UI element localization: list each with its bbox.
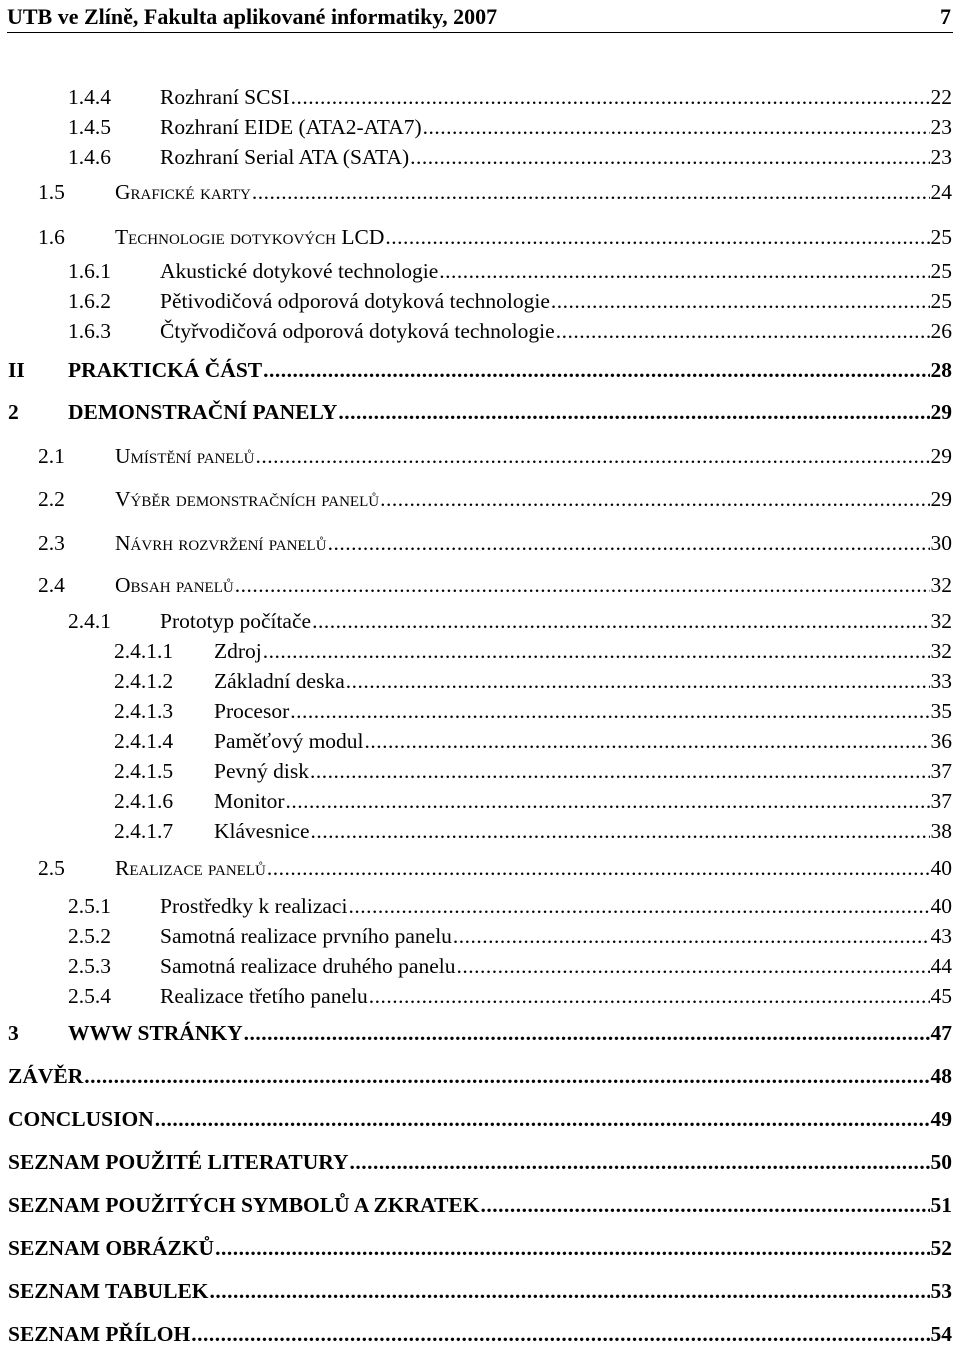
toc-entry[interactable] — [114, 636, 952, 666]
toc-number: 1.6.3 — [68, 319, 111, 343]
toc-label: Obsah panelů — [115, 573, 234, 597]
toc-entry[interactable] — [8, 1061, 952, 1091]
toc-leader — [291, 82, 930, 112]
toc-label: Procesor — [214, 699, 290, 723]
toc-label: SEZNAM TABULEK — [8, 1279, 209, 1303]
toc-entry[interactable] — [8, 355, 952, 385]
toc-entry[interactable] — [68, 981, 952, 1011]
toc-label: Základní deska — [214, 669, 345, 693]
toc-number: 1.6.2 — [68, 289, 111, 313]
toc-label: Rozhraní EIDE (ATA2-ATA7) — [160, 115, 422, 139]
toc-leader — [457, 951, 930, 981]
toc-entry[interactable] — [8, 1018, 952, 1048]
toc-entry[interactable] — [8, 1147, 952, 1177]
toc-label: Výběr demonstračních panelů — [115, 487, 380, 511]
toc-entry[interactable] — [68, 286, 952, 316]
toc-entry[interactable] — [8, 397, 952, 427]
toc-number: 1.4.4 — [68, 85, 111, 109]
toc-leader — [311, 816, 930, 846]
toc-number: 2.4.1.7 — [114, 819, 174, 843]
toc-leader — [244, 1018, 930, 1048]
toc-leader — [556, 316, 930, 346]
toc-page: 44 — [930, 954, 952, 978]
toc-page: 29 — [930, 444, 952, 468]
toc-number: 2.5.4 — [68, 984, 111, 1008]
toc-leader — [312, 606, 929, 636]
toc-page: 36 — [930, 729, 952, 753]
toc-number: II — [8, 358, 25, 382]
toc-entry[interactable] — [38, 853, 952, 883]
toc-page: 54 — [930, 1322, 952, 1346]
toc-label: Prostředky k realizaci — [160, 894, 348, 918]
header-page-number: 7 — [940, 4, 951, 29]
toc-page: 40 — [930, 856, 952, 880]
header-title: UTB ve Zlíně, Fakulta aplikované informatiky, 2007 — [7, 4, 498, 29]
toc-page: 29 — [930, 487, 952, 511]
toc-entry[interactable] — [114, 786, 952, 816]
toc-page: 40 — [930, 894, 952, 918]
toc-number: 1.6.1 — [68, 259, 111, 283]
toc-number: 3 — [8, 1021, 19, 1045]
toc-label: SEZNAM POUŽITÉ LITERATURY — [8, 1150, 349, 1174]
toc-leader — [380, 484, 929, 514]
toc-number: 2.4 — [38, 573, 65, 597]
toc-entry[interactable] — [8, 1104, 952, 1134]
toc-label: Rozhraní SCSI — [160, 85, 290, 109]
toc-leader — [410, 142, 929, 172]
page-header — [7, 2, 953, 33]
toc-leader — [235, 570, 930, 600]
toc-entry[interactable] — [38, 484, 952, 514]
toc-leader — [263, 355, 929, 385]
toc-label: Pětivodičová odporová dotyková technologie — [160, 289, 550, 313]
toc-entry[interactable] — [8, 1190, 952, 1220]
toc-leader — [252, 177, 930, 207]
toc-leader — [290, 696, 929, 726]
toc-label: Návrh rozvržení panelů — [115, 531, 327, 555]
toc-page: 32 — [930, 609, 952, 633]
toc-entry[interactable] — [68, 112, 952, 142]
toc-label: Paměťový modul — [214, 729, 364, 753]
toc-number: 2.4.1 — [68, 609, 111, 633]
toc-label: Realizace panelů — [115, 856, 266, 880]
toc-entry[interactable] — [114, 816, 952, 846]
toc-leader — [480, 1190, 929, 1220]
toc-label: CONCLUSION — [8, 1107, 154, 1131]
toc-leader — [348, 891, 929, 921]
toc-number: 2.5 — [38, 856, 65, 880]
toc-page: 38 — [930, 819, 952, 843]
toc-label: SEZNAM POUŽITÝCH SYMBOLŮ A ZKRATEK — [8, 1193, 480, 1217]
toc-leader — [256, 441, 930, 471]
toc-entry[interactable] — [114, 756, 952, 786]
toc-number: 2.4.1.5 — [114, 759, 174, 783]
toc-leader — [346, 666, 930, 696]
toc-number: 2.4.1.1 — [114, 639, 174, 663]
toc-leader — [210, 1276, 930, 1306]
toc-leader — [328, 528, 930, 558]
toc-entry[interactable] — [38, 177, 952, 207]
toc-leader — [285, 786, 929, 816]
toc-label: Pevný disk — [214, 759, 309, 783]
toc-entry[interactable] — [38, 528, 952, 558]
toc-page: 47 — [930, 1021, 952, 1045]
toc-number: 1.6 — [38, 225, 65, 249]
toc-entry[interactable] — [38, 441, 952, 471]
toc-page: 53 — [930, 1279, 952, 1303]
toc-page: 23 — [930, 145, 952, 169]
toc-label: Realizace třetího panelu — [160, 984, 368, 1008]
toc-page: 25 — [930, 289, 952, 313]
toc-leader — [439, 256, 929, 286]
toc-page: 25 — [930, 225, 952, 249]
toc-entry[interactable] — [114, 726, 952, 756]
toc-label: Samotná realizace prvního panelu — [160, 924, 452, 948]
toc-entry[interactable] — [68, 921, 952, 951]
toc-page: 50 — [930, 1150, 952, 1174]
toc-page: 35 — [930, 699, 952, 723]
toc-label: ZÁVĚR — [8, 1064, 84, 1088]
toc-number: 2.5.3 — [68, 954, 111, 978]
toc-entry[interactable] — [114, 666, 952, 696]
toc-entry[interactable] — [38, 222, 952, 252]
toc-page: 33 — [930, 669, 952, 693]
toc-label: WWW STRÁNKY — [68, 1021, 243, 1045]
toc-number: 1.4.6 — [68, 145, 111, 169]
toc-page: 28 — [930, 358, 952, 382]
toc-label: Akustické dotykové technologie — [160, 259, 439, 283]
toc-label: Samotná realizace druhého panelu — [160, 954, 456, 978]
toc-page: 23 — [930, 115, 952, 139]
toc-page: 52 — [930, 1236, 952, 1260]
toc-page: 49 — [930, 1107, 952, 1131]
toc-leader — [369, 981, 930, 1011]
toc-number: 2.4.1.2 — [114, 669, 174, 693]
toc-number: 2.5.2 — [68, 924, 111, 948]
toc-leader — [385, 222, 929, 252]
toc-label: Klávesnice — [214, 819, 310, 843]
toc-leader — [310, 756, 930, 786]
toc-number: 2.1 — [38, 444, 65, 468]
toc-leader — [365, 726, 930, 756]
toc-label: Technologie dotykových LCD — [115, 225, 385, 249]
toc-leader — [263, 636, 930, 666]
toc-number: 2.4.1.3 — [114, 699, 174, 723]
toc-label: Rozhraní Serial ATA (SATA) — [160, 145, 410, 169]
toc-page: 37 — [930, 759, 952, 783]
toc-entry[interactable] — [68, 951, 952, 981]
toc-number: 1.4.5 — [68, 115, 111, 139]
toc-label: Zdroj — [214, 639, 262, 663]
toc-entry[interactable] — [114, 696, 952, 726]
toc-leader — [453, 921, 930, 951]
toc-page: 48 — [930, 1064, 952, 1088]
toc-number: 1.5 — [38, 180, 65, 204]
toc-page: 22 — [930, 85, 952, 109]
toc-entry[interactable] — [68, 142, 952, 172]
toc-entry[interactable] — [68, 606, 952, 636]
toc-label: Umístění panelů — [115, 444, 255, 468]
toc-leader — [155, 1104, 930, 1134]
toc-number: 2.3 — [38, 531, 65, 555]
toc-entry[interactable] — [8, 1276, 952, 1306]
toc-entry[interactable] — [38, 570, 952, 600]
toc-number: 2.4.1.6 — [114, 789, 174, 813]
toc-number: 2.5.1 — [68, 894, 111, 918]
toc-page: 29 — [930, 400, 952, 424]
toc-leader — [215, 1233, 929, 1263]
toc-page: 51 — [930, 1193, 952, 1217]
toc-page: 32 — [930, 639, 952, 663]
toc-page: 32 — [930, 573, 952, 597]
toc-page: 24 — [930, 180, 952, 204]
toc-label: Grafické karty — [115, 180, 251, 204]
toc-number: 2 — [8, 400, 19, 424]
toc-page: 43 — [930, 924, 952, 948]
toc-page: 30 — [930, 531, 952, 555]
toc-leader — [338, 397, 929, 427]
toc-label: PRAKTICKÁ ČÁST — [68, 358, 263, 382]
toc-entry[interactable] — [68, 891, 952, 921]
toc-leader — [350, 1147, 930, 1177]
toc-leader — [423, 112, 930, 142]
toc-entry[interactable] — [68, 316, 952, 346]
toc-leader — [84, 1061, 929, 1091]
toc-page: 37 — [930, 789, 952, 813]
toc-entry[interactable] — [8, 1233, 952, 1263]
toc-label: Monitor — [214, 789, 285, 813]
toc-number: 2.2 — [38, 487, 65, 511]
toc-label: SEZNAM OBRÁZKŮ — [8, 1236, 215, 1260]
toc-label: DEMONSTRAČNÍ PANELY — [68, 400, 338, 424]
toc-label: Čtyřvodičová odporová dotyková technologie — [160, 319, 555, 343]
toc-leader — [267, 853, 930, 883]
toc-page: 26 — [930, 319, 952, 343]
toc-label: SEZNAM PŘÍLOH — [8, 1322, 191, 1346]
toc-entry[interactable] — [68, 256, 952, 286]
toc-label: Prototyp počítače — [160, 609, 312, 633]
toc-page: 45 — [930, 984, 952, 1008]
toc-number: 2.4.1.4 — [114, 729, 174, 753]
toc-leader — [551, 286, 930, 316]
toc-page: 25 — [930, 259, 952, 283]
toc-entry[interactable] — [68, 82, 952, 112]
